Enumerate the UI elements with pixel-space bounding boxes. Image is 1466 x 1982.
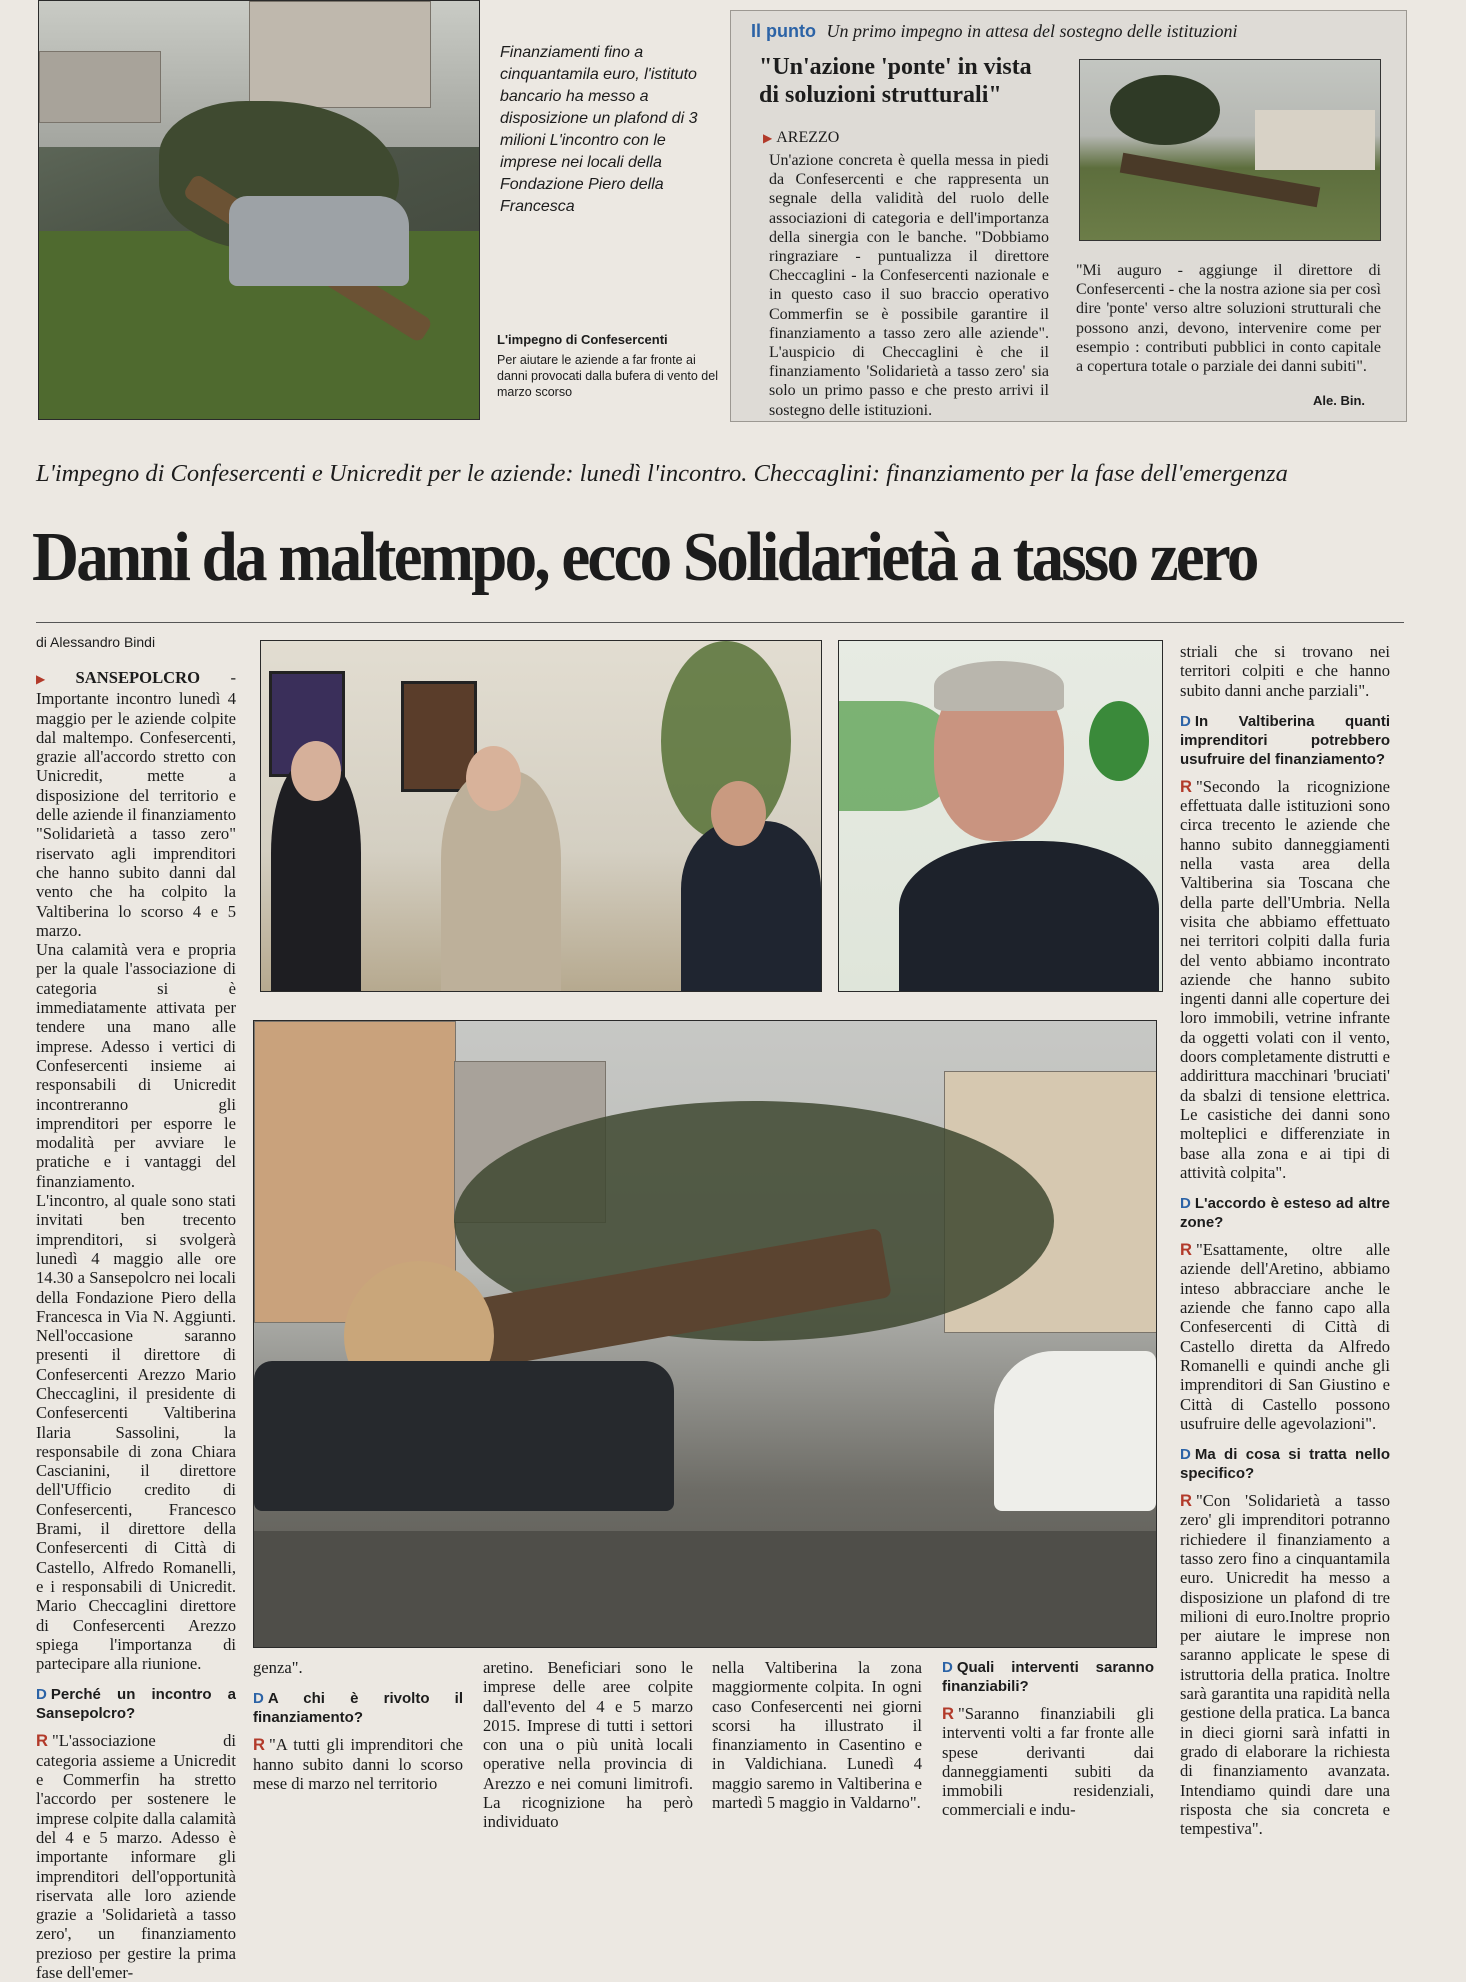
col1-p3: L'incontro, al quale sono stati invitati ben trecento imprenditori, si svolgerà lunedì 4 maggio alle ore 14.30 a Sansepolcro nei locali della Fondazione Piero della Francesca in Via N. Aggiunti. Nell'occasione saranno presenti il direttore di Confesercenti Arezzo Mario Checcaglini, il presidente di Confesercenti Valtiberina Ilaria Sassolini, la responsabile di zona Chiara Cascianini, il direttore dell'Ufficio credito di Confesercenti, Francesco Brami, il direttore della Confesercenti di Città di Castello, Alfredo Romanelli, e i responsabili di Unicredit. Mario Checcaglini direttore di Confesercenti Arezzo spiega l'importanza di partecipare alla riunione. [36, 1191, 236, 1674]
col1-p1: Importante incontro lunedì 4 maggio per le aziende colpite dal maltempo. Confesercenti, grazie all'accordo stretto con Unicredit, mette a disposizione del territorio e delle aziende il finanziamento "Solidarietà a tasso zero" riservato agli imprenditori che hanno subito danni dal vento che ha colpito la Valtiberina lo scorso 4 e 5 marzo. [36, 689, 236, 940]
answer-4-text: "Esattamente, oltre alle aziende dell'Aretino, abbiamo inteso abbracciare anche le aziende che fanno capo alla Confesercenti di Città di Castello diretta da Alfredo Romanelli e quindi anche gli imprenditori di San Giustino e Città di Castello possono usufruire delle agevolazioni". [1180, 1240, 1390, 1433]
box-headline [759, 53, 1059, 109]
question-3-text: In Valtiberina quanti imprenditori potrebbero usufruire del finanziamento? [1180, 712, 1390, 768]
right-col-top: striali che si trovano nei territori colpiti e che hanno subito danni anche parziali". [1180, 642, 1390, 700]
answer-marker: R [1180, 1491, 1192, 1511]
answer-2 [253, 1735, 463, 1793]
photo-caption-text: Per aiutare le aziende a far fronte ai danni provocati dalla bufera di vento del marzo scorso [497, 353, 718, 399]
question-1-text: Perché un incontro a Sansepolcro? [36, 1686, 236, 1723]
bottom-column-2 [253, 1658, 463, 1793]
question-marker: D [1180, 712, 1191, 730]
question-6-text: Ma di cosa si tratta nello specifico? [1180, 1446, 1390, 1483]
answer-marker: R [1180, 776, 1192, 796]
headline-rule [36, 622, 1404, 623]
box-kicker-line [751, 21, 1401, 42]
bottom-column-4: nella Valtiberina la zona maggiormente colpita. In ogni caso Confesercenti nei giorni scorsi ha illustrato il finanziamento in Casentino e in Valdichiana. Lunedì 4 maggio saremo in Valtiberina e martedì 5 maggio in Valdarno". [712, 1658, 922, 1813]
photo-portrait-checcaglini [838, 640, 1163, 992]
box-kicker-text: Un primo impegno in attesa del sostegno delle istituzioni [826, 21, 1238, 41]
box-headline-line2: di soluzioni strutturali" [759, 82, 1002, 108]
question-2-text: A chi è rivolto il finanziamento? [253, 1690, 463, 1727]
dateline-marker-icon: ▶ [763, 131, 773, 145]
question-1 [36, 1685, 236, 1723]
box-body-left: Un'azione concreta è quella messa in piedi da Confesercenti e che rappresenta un segnale della validità del ruolo delle associazioni di categoria e dell'importanza della sinergia con le banche. "Dobbiamo ringraziare - puntualizza il direttore Checcaglini - la Confesercenti nazionale e in questo caso il suo braccio operativo Commerfin se è possibile garantire il finanziamento a tasso zero alle aziende". L'auspicio di Checcaglini è che il finanziamento 'Solidarietà a tasso zero' sia solo un primo passo e che presto arrivi il sostegno delle istituzioni. [769, 152, 1049, 419]
question-5 [942, 1658, 1154, 1696]
answer-5 [942, 1704, 1154, 1820]
question-marker: D [36, 1686, 47, 1704]
answer-4 [1180, 1240, 1390, 1433]
box-dateline [763, 129, 839, 147]
article-subtitle: L'impegno di Confesercenti e Unicredit per le aziende: lunedì l'incontro. Checcaglini: finanziamento per la fase dell'emergenza [36, 460, 1288, 487]
question-2 [253, 1689, 463, 1727]
answer-2-text: "A tutti gli imprenditori che hanno subito danni lo scorso mese di marzo nel territorio [253, 1735, 463, 1793]
col1-p2: Una calamità vera e propria per la quale l'associazione di categoria si è immediatamente attivata per tendere una mano alle imprese. Adesso i vertici di Confesercenti insieme ai responsabili di Unicredit incontreranno gli imprenditori per esporre le modalità per avviare le pratiche e i vantaggi del finanziamento. [36, 940, 236, 1191]
right-column [1180, 642, 1390, 1838]
left-column: ▶ SANSEPOLCRO - Importante incontro lunedì 4 maggio per le aziende colpite dal maltempo. Confesercenti, grazie all'accordo stretto con Unicredit, mette a disposizione del territorio e delle aziende il finanziamento "Solidarietà a tasso zero" riservato agli imprenditori che hanno subito danni dal vento che ha colpito la Valtiberina lo scorso 4 e 5 marzo. Una calamità vera e propria per la quale l'associazione di categoria si è immediatamente attivata per tendere una mano alle imprese. Adesso i vertici di Confesercenti insieme ai responsabili di Unicredit incontreranno gli imprenditori per esporre le modalità per avviare le pratiche e i vantaggi del finanziamento. L'incontro, al quale sono stati invitati ben trecento imprenditori, si svolgerà lunedì 4 maggio alle ore 14.30 a Sansepolcro nei locali della Fondazione Piero della Francesca in Via N. Aggiunti. Nell'occasione saranno presenti il direttore di Confesercenti Arezzo Mario Checcaglini, il presidente di Confesercenti Valtiberina Ilaria Sassolini, la responsabile di zona Chiara Cascianini, il direttore dell'Ufficio credito di Confesercenti, Francesco Brami, il direttore della Confesercenti di Città di Castello, Alfredo Romanelli, e i responsabili di Unicredit. Mario Checcaglini direttore di Confesercenti Arezzo spiega l'importanza di partecipare alla riunione. D Perché un incontro a Sansepolcro? R "L'associazione di categoria assieme a Unicredit e Commerfin ha stretto l'accordo per sostenere le imprese colpite dalla calamità del 4 e 5 marzo. Adesso è importante informare gli imprenditori dell'opportunità riservata alle loro aziende grazie a 'Solidarietà a tasso zero', un finanziamento prezioso per gestire la prima fase dell'emer- [36, 668, 236, 1982]
bottom-column-3: aretino. Beneficiari sono le imprese delle aree colpite dall'evento del 4 e 5 marzo 2015. Imprese di tutti i settori con una o più unità locali operative nella provincia di Arezzo e nei comuni limitrofi. La ricognizione ha però individuato [483, 1658, 693, 1832]
answer-marker: R [253, 1735, 265, 1755]
question-4 [1180, 1194, 1390, 1232]
answer-1 [36, 1731, 236, 1982]
question-marker: D [942, 1659, 953, 1676]
photo-fallen-tree-on-car [38, 0, 480, 420]
top-italic-caption: Finanziamenti fino a cinquantamila euro, l'istituto bancario ha messo a disposizione un plafond di 3 milioni L'incontro con le imprese nei locali della Fondazione Piero della Francesca [500, 44, 698, 215]
answer-marker: R [942, 1704, 954, 1723]
photo-meeting-office [260, 640, 822, 992]
box-signature: Ale. Bin. [1313, 393, 1366, 408]
question-6 [1180, 1445, 1390, 1483]
answer-marker: R [36, 1731, 48, 1751]
question-marker: D [1180, 1446, 1191, 1464]
box-headline-line1: "Un'azione 'ponte' in vista [759, 54, 1032, 80]
article-dateline: SANSEPOLCRO [75, 668, 201, 687]
article-headline: Danni da maltempo, ecco Solidarietà a tasso zero [32, 519, 1257, 596]
answer-marker: R [1180, 1240, 1192, 1260]
bottom-column-5 [942, 1658, 1154, 1820]
box-kicker: Il punto [751, 21, 816, 41]
bottom-col2-cont: genza". [253, 1658, 303, 1677]
question-marker: D [1180, 1195, 1191, 1213]
answer-3-text: "Secondo la ricognizione effettuata dalle istituzioni sono circa trecento le aziende che hanno subito danneggiamenti nella vasta area della Valtiberina sia Toscana che della parte dell'Umbria. Nella visita che abbiamo effettuato nei territori colpiti dalla furia del vento abbiamo incontrato aziende che hanno subito ingenti danni alle coperture dei loro immobili, vetrine infrante da oggetti volati con il vento, doors completamente distrutti e addirittura macchinari 'bruciati' da sbalzi di tensione elettrica. Le casistiche dei danni sono molteplici e differenziate in base alla zona e ai tipi di attività colpita". [1180, 776, 1390, 1182]
photo-caption-title: L'impegno di Confesercenti [497, 332, 668, 347]
question-marker: D [253, 1690, 264, 1708]
question-4-text: L'accordo è esteso ad altre zone? [1180, 1195, 1390, 1232]
answer-1-text: "L'associazione di categoria assieme a Unicredit e Commerfin ha stretto l'accordo per sostenere le imprese colpite dalla calamità del 4 e 5 marzo. Adesso è importante informare gli imprenditori dell'opportunità riservata alle loro aziende grazie a 'Solidarietà a tasso zero', un finanziamento prezioso per gestire la prima fase dell'emer- [36, 1731, 236, 1982]
answer-3 [1180, 777, 1390, 1182]
answer-6 [1180, 1491, 1390, 1838]
box-photo-street [1079, 59, 1381, 241]
question-3 [1180, 712, 1390, 769]
il-punto-box [730, 10, 1407, 422]
photo-pine-fallen-on-cars [253, 1020, 1157, 1648]
byline: di Alessandro Bindi [36, 634, 156, 650]
question-5-text: Quali interventi saranno finanziabili? [942, 1659, 1154, 1695]
dateline-marker-icon-2: ▶ [36, 672, 72, 686]
answer-5-text: "Saranno finanziabili gli interventi volti a far fronte alle spese derivanti dai danneggiamenti subiti da immobili residenziali, commerciali e indu- [942, 1704, 1154, 1820]
box-dateline-text: AREZZO [776, 129, 840, 146]
box-body-right: "Mi auguro - aggiunge il direttore di Confesercenti - che la nostra azione sia per così dire 'ponte' verso altre soluzioni strutturali che possono anzi, devono, intervenire come per esempio : contributi pubblici in conto capitale a copertura totale o parziale dei danni subiti". [1076, 262, 1381, 376]
answer-6-text: "Con 'Solidarietà a tasso zero' gli imprenditori potranno richiedere il finanziamento a tasso zero fino a cinquantamila euro. Unicredit ha messo a disposizione un plafond di tre milioni di euro.Inoltre proprio per aiutare le imprese non saranno applicate le spese di istruttoria della pratica. Inoltre sarà garantita una rapidità nella gestione della pratica. La banca in dieci giorni sarà infatti in grado di elaborare la richiesta di finanziamento avanzata. Intendiamo quindi dare una risposta che sia concreta e tempestiva". [1180, 1491, 1390, 1839]
